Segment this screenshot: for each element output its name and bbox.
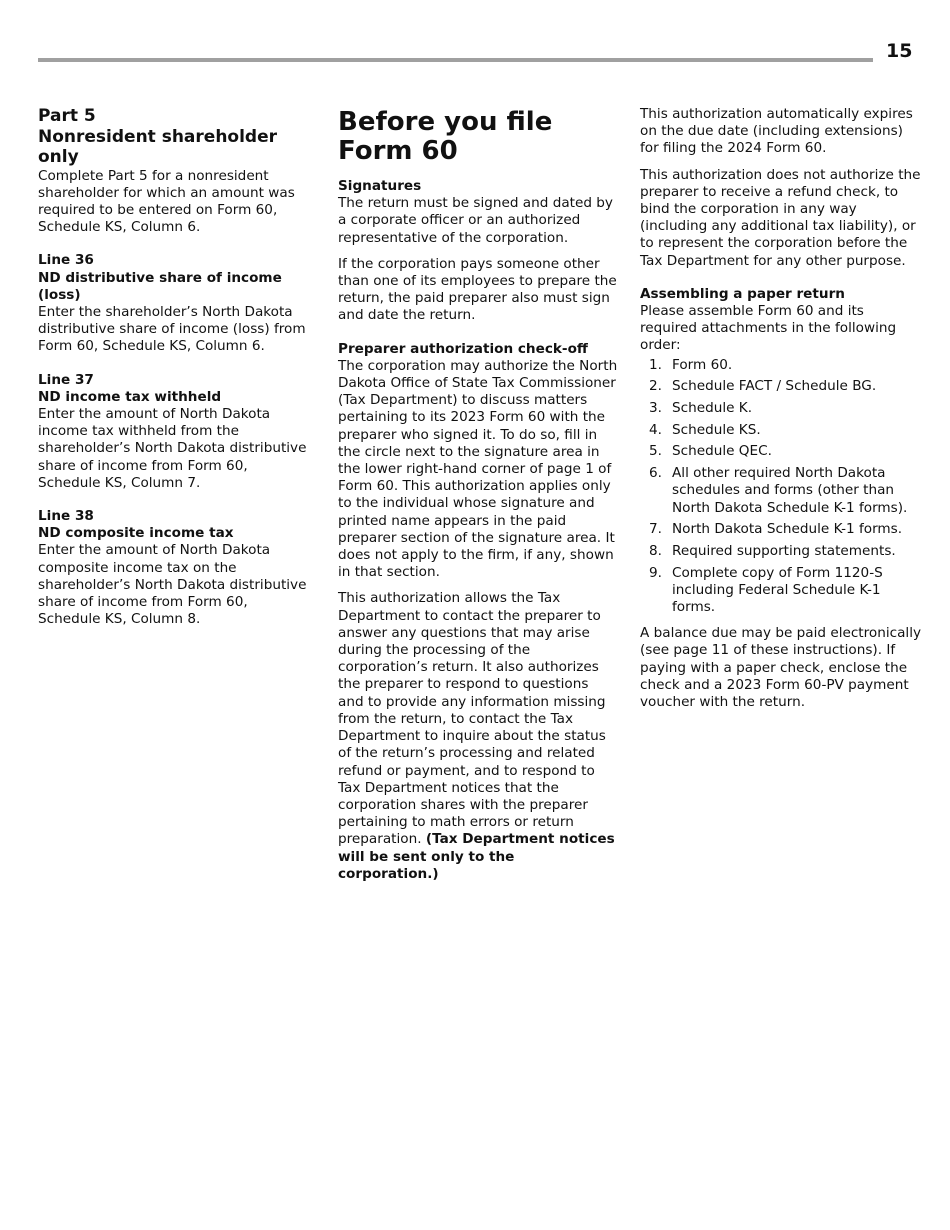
list-item-number: 8.: [649, 542, 662, 559]
list-item: [640, 357, 922, 374]
list-item: [640, 422, 922, 439]
list-item: [640, 400, 922, 417]
list-item-text: All other required North Dakota schedules and forms (other than North Dakota Schedule K-1 forms).: [672, 465, 908, 516]
balance-due-text: A balance due may be paid electronically (see page 11 of these instructions). If paying with a paper check, enclose the check and a 2023 Form 60-PV payment voucher with the return.: [640, 625, 922, 711]
assembling-intro: Please assemble Form 60 and its required attachments in the following order:: [640, 303, 897, 354]
list-item-number: 2.: [649, 378, 662, 395]
page-number: 15: [886, 40, 913, 62]
list-item-text: Required supporting statements.: [672, 542, 896, 559]
preparer-paragraph-2-text: This authorization allows the Tax Department to contact the preparer to answer any questions that may arise during the processing of the corporation’s return. It also authorizes the preparer to respond to questions and to provide any information missing from the return, to contact the Tax Department to inquire about the status of the return’s processing and related refund or payment, and to respond to Tax Department notices that the corporation shares with the preparer pertaining to math errors or return preparation.: [338, 590, 606, 848]
list-item-number: 4.: [649, 421, 662, 438]
list-item-text: Complete copy of Form 1120-S including Federal Schedule K-1 forms.: [672, 564, 883, 616]
part5-title: Part 5: [38, 106, 96, 126]
line36-title: ND distributive share of income (loss): [38, 269, 282, 303]
signatures-title: Signatures: [338, 178, 422, 194]
before-you-file-heading: Before you file Form 60: [338, 107, 553, 166]
list-item-number: 7.: [649, 521, 662, 538]
list-item-number: 9.: [649, 564, 662, 581]
list-item-text: North Dakota Schedule K-1 forms.: [672, 521, 903, 538]
line37-text: Enter the amount of North Dakota income tax withheld from the shareholder’s North Dakota distributive share of income from Form 60, Schedule KS, Column 7.: [38, 405, 307, 491]
signatures-paragraph-1: The return must be signed and dated by a corporate officer or an authorized representative of the corporation.: [338, 195, 613, 246]
list-item: [640, 443, 922, 460]
assembling-title: Assembling a paper return: [640, 285, 845, 302]
list-item: [640, 378, 922, 395]
part5-text: Complete Part 5 for a nonresident shareholder for which an amount was required to be entered on Form 60, Schedule KS, Column 6.: [38, 167, 295, 236]
authorization-expiry-text: This authorization automatically expires on the due date (including extensions) for filing the 2024 Form 60.: [640, 106, 913, 157]
preparer-authorization-title: Preparer authorization check-off: [338, 340, 588, 357]
list-item-number: 3.: [649, 400, 662, 417]
authorization-limits-text: This authorization does not authorize the preparer to receive a refund check, to bind the corporation in any way (including any additional tax liability), or to represent the corporation before the Tax Department for any other purpose.: [640, 166, 921, 269]
part5-subtitle: Nonresident shareholder only: [38, 126, 278, 167]
line38-title: ND composite income tax: [38, 525, 234, 542]
line37-label: Line 37: [38, 371, 94, 388]
preparer-paragraph-2: [338, 590, 618, 882]
column-middle: [338, 106, 618, 883]
line38-label: Line 38: [38, 507, 94, 524]
list-item-text: Schedule QEC.: [672, 443, 772, 460]
column-left: [38, 106, 310, 628]
list-item-text: Schedule KS.: [672, 421, 761, 438]
list-item: [640, 521, 922, 538]
signatures-paragraph-2: If the corporation pays someone other than one of its employees to prepare the return, the paid preparer also must sign and date the return.: [338, 255, 617, 324]
list-item-text: Schedule FACT / Schedule BG.: [672, 378, 877, 395]
column-right: [640, 106, 922, 711]
list-item-number: 5.: [649, 443, 662, 460]
list-item: [640, 543, 922, 560]
assembly-order-list: [640, 357, 922, 617]
line38-text: Enter the amount of North Dakota composite income tax on the shareholder’s North Dakota distributive share of income from Form 60, Schedule KS, Column 8.: [38, 542, 307, 628]
list-item: [640, 465, 922, 517]
preparer-paragraph-1: The corporation may authorize the North Dakota Office of State Tax Commissioner (Tax Department) to discuss matters pertaining to its 2023 Form 60 with the preparer who signed it. To do so, fill in the circle next to the signature area in the lower right-hand corner of page 1 of Form 60. This authorization applies only to the individual whose signature and printed name appears in the paid preparer section of the signature area. It does not apply to the firm, if any, shown in that section.: [338, 357, 618, 581]
line37-title: ND income tax withheld: [38, 388, 222, 405]
list-item-text: Form 60.: [672, 356, 733, 373]
line36-text: Enter the shareholder’s North Dakota distributive share of income (loss) from Form 60, Schedule KS, Column 6.: [38, 303, 306, 355]
preparer-paragraph-2-note: (Tax Department notices will be sent only to the corporation.): [338, 831, 615, 882]
list-item-text: Schedule K.: [672, 400, 753, 417]
header-rule: [38, 58, 873, 62]
line36-label: Line 36: [38, 252, 94, 269]
list-item: [640, 565, 922, 617]
list-item-number: 1.: [649, 356, 662, 373]
list-item-number: 6.: [649, 465, 662, 482]
